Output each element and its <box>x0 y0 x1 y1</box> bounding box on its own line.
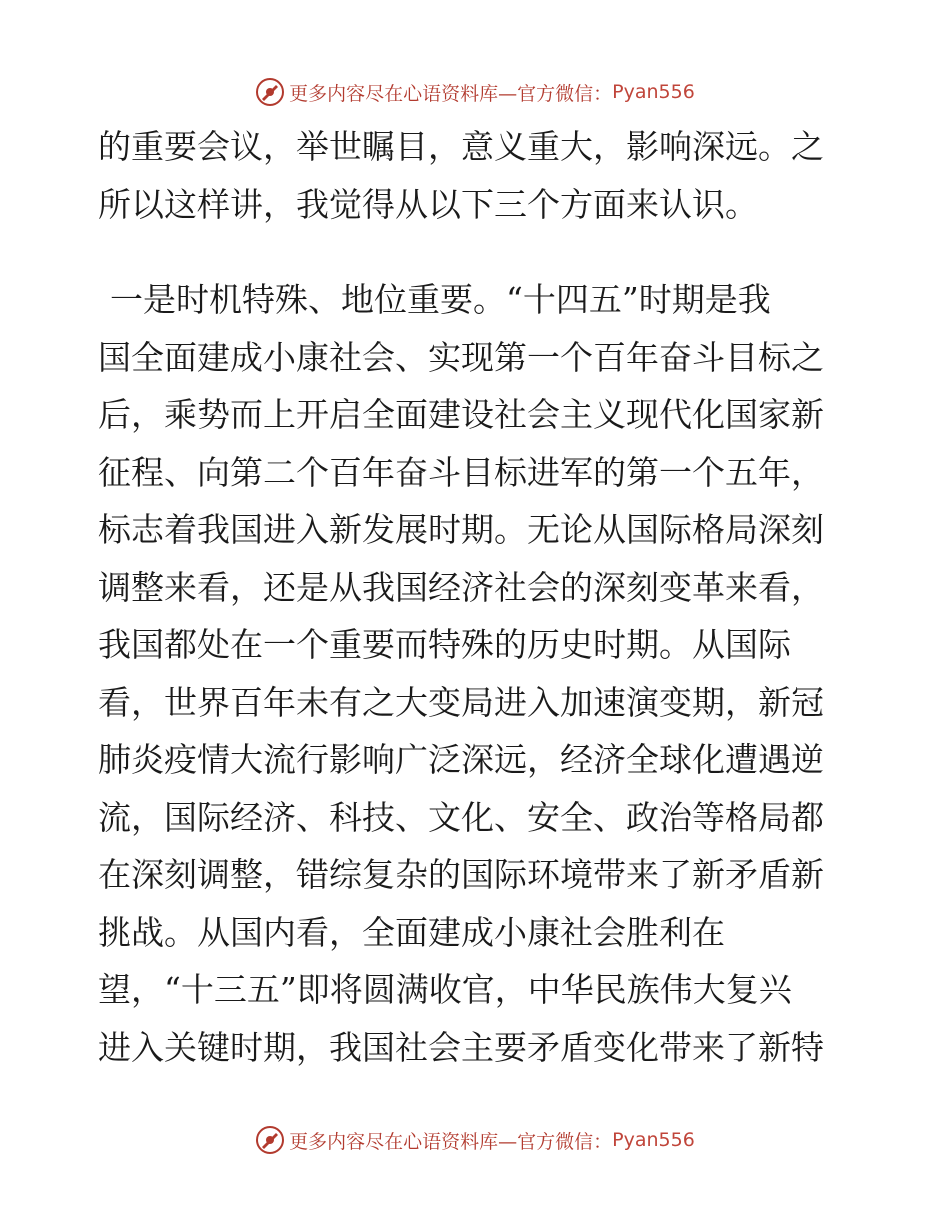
quill-logo-icon <box>255 1125 285 1155</box>
text-line: 看，世界百年未有之大变局进入加速演变期，新冠 <box>98 682 824 722</box>
text-line: 我国都处在一个重要而特殊的历史时期。从国际 <box>98 625 791 664</box>
header-watermark <box>0 72 950 112</box>
text-line: 肺炎疫情大流行影响广泛深远，经济全球化遭遇逆 <box>98 740 824 779</box>
text-line: 标志着我国进入新发展时期。无论从国际格局深刻 <box>98 510 824 549</box>
watermark-text: 更多内容尽在心语资料库—官方微信： <box>289 1130 613 1153</box>
text-line: 国全面建成小康社会、实现第一个百年奋斗目标之 <box>98 337 824 377</box>
text-line: 望，“十三五”即将圆满收官，中华民族伟大复兴 <box>98 970 792 1009</box>
paragraph-2 <box>98 271 858 1076</box>
watermark-account: Pyan556 <box>612 81 695 103</box>
text-line: 流，国际经济、科技、文化、安全、政治等格局都 <box>98 797 824 837</box>
watermark-text: 更多内容尽在心语资料库—官方微信： <box>289 82 613 105</box>
quill-logo-icon <box>255 77 285 107</box>
text-line: 所以这样讲，我觉得从以下三个方面来认识。 <box>98 184 758 224</box>
watermark-account: Pyan556 <box>612 1129 695 1151</box>
footer-watermark <box>0 1120 950 1160</box>
document-body <box>98 118 858 1076</box>
paragraph-1 <box>98 118 858 233</box>
text-line: 挑战。从国内看，全面建成小康社会胜利在 <box>98 912 725 952</box>
text-line: 一是时机特殊、地位重要。“十四五”时期是我 <box>110 280 771 319</box>
text-line: 进入关键时期，我国社会主要矛盾变化带来了新特 <box>98 1027 824 1067</box>
text-line: 的重要会议，举世瞩目，意义重大，影响深远。之 <box>98 127 824 166</box>
text-line: 调整来看，还是从我国经济社会的深刻变革来看， <box>98 567 824 607</box>
text-line: 后，乘势而上开启全面建设社会主义现代化国家新 <box>98 395 824 434</box>
text-line: 征程、向第二个百年奋斗目标进军的第一个五年， <box>98 452 824 492</box>
text-line: 在深刻调整，错综复杂的国际环境带来了新矛盾新 <box>98 855 824 894</box>
